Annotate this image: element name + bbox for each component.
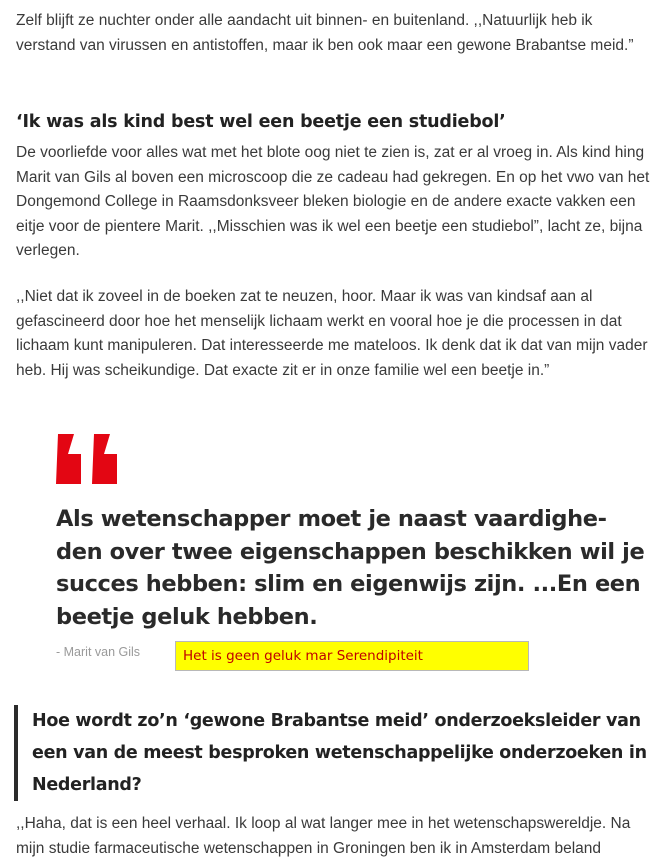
- article-paragraph-3: ,,Niet dat ik zoveel in de boeken zat te neuzen, hoor. Maar ik was van kindsaf aan al gefascineerd door hoe het menselijk lichaam werkt en vooral hoe je die processen in dat lichaam kunt manipuleren. Dat interesseerde me mateloos. Ik denk dat ik dat van mijn vader heb. Hij was scheikundige. Dat exacte zit er in onze familie wel een beetje in.”: [16, 288, 648, 379]
- quote-mark-icon: [54, 430, 120, 486]
- annotation-note: Het is geen geluk mar Serendipiteit: [175, 641, 529, 671]
- pull-quote-author: - Marit van Gils: [56, 645, 141, 659]
- interview-question-block: [14, 705, 654, 801]
- pull-quote-text: Als wetenschapper moet je naast vaardighe- den over twee eigenschappen beschikken wil je succes hebben: slim en eigenwijs zijn. ...En een beetje geluk hebben.: [56, 506, 645, 630]
- article-paragraph-4: ,,Haha, dat is een heel verhaal. Ik loop al wat langer mee in het wetenschapswereldje. Na mijn studie farmaceutische wetenschappen in Groningen ben ik in Amsterdam beland: [16, 815, 631, 857]
- interview-question-heading: Hoe wordt zo’n ‘gewone Brabantse meid’ onderzoeksleider van een van de meest besproken wetenschappelijke onderzoeken in Nederland?: [32, 711, 647, 795]
- intro-paragraph: Zelf blijft ze nuchter onder alle aandacht uit binnen- en buitenland. ,,Natuurlijk heb ik verstand van virussen en antistoffen, maar ik ben ook maar een gewone Brabantse meid.”: [16, 12, 634, 54]
- article-paragraph-2: De voorliefde voor alles wat met het blote oog niet te zien is, zat er al vroeg in. Als kind hing Marit van Gils al boven een microscoop die ze cadeau had gekregen. En op het vwo van het Dongemond College in Raamsdonksveer bleken biologie en de andere exacte vakken een eitje voor de pientere Marit. ,,Misschien was ik wel een beetje een studiebol”, lacht ze, bijna verlegen.: [16, 144, 650, 259]
- section-heading: ‘Ik was als kind best wel een beetje een studiebol’: [16, 112, 506, 132]
